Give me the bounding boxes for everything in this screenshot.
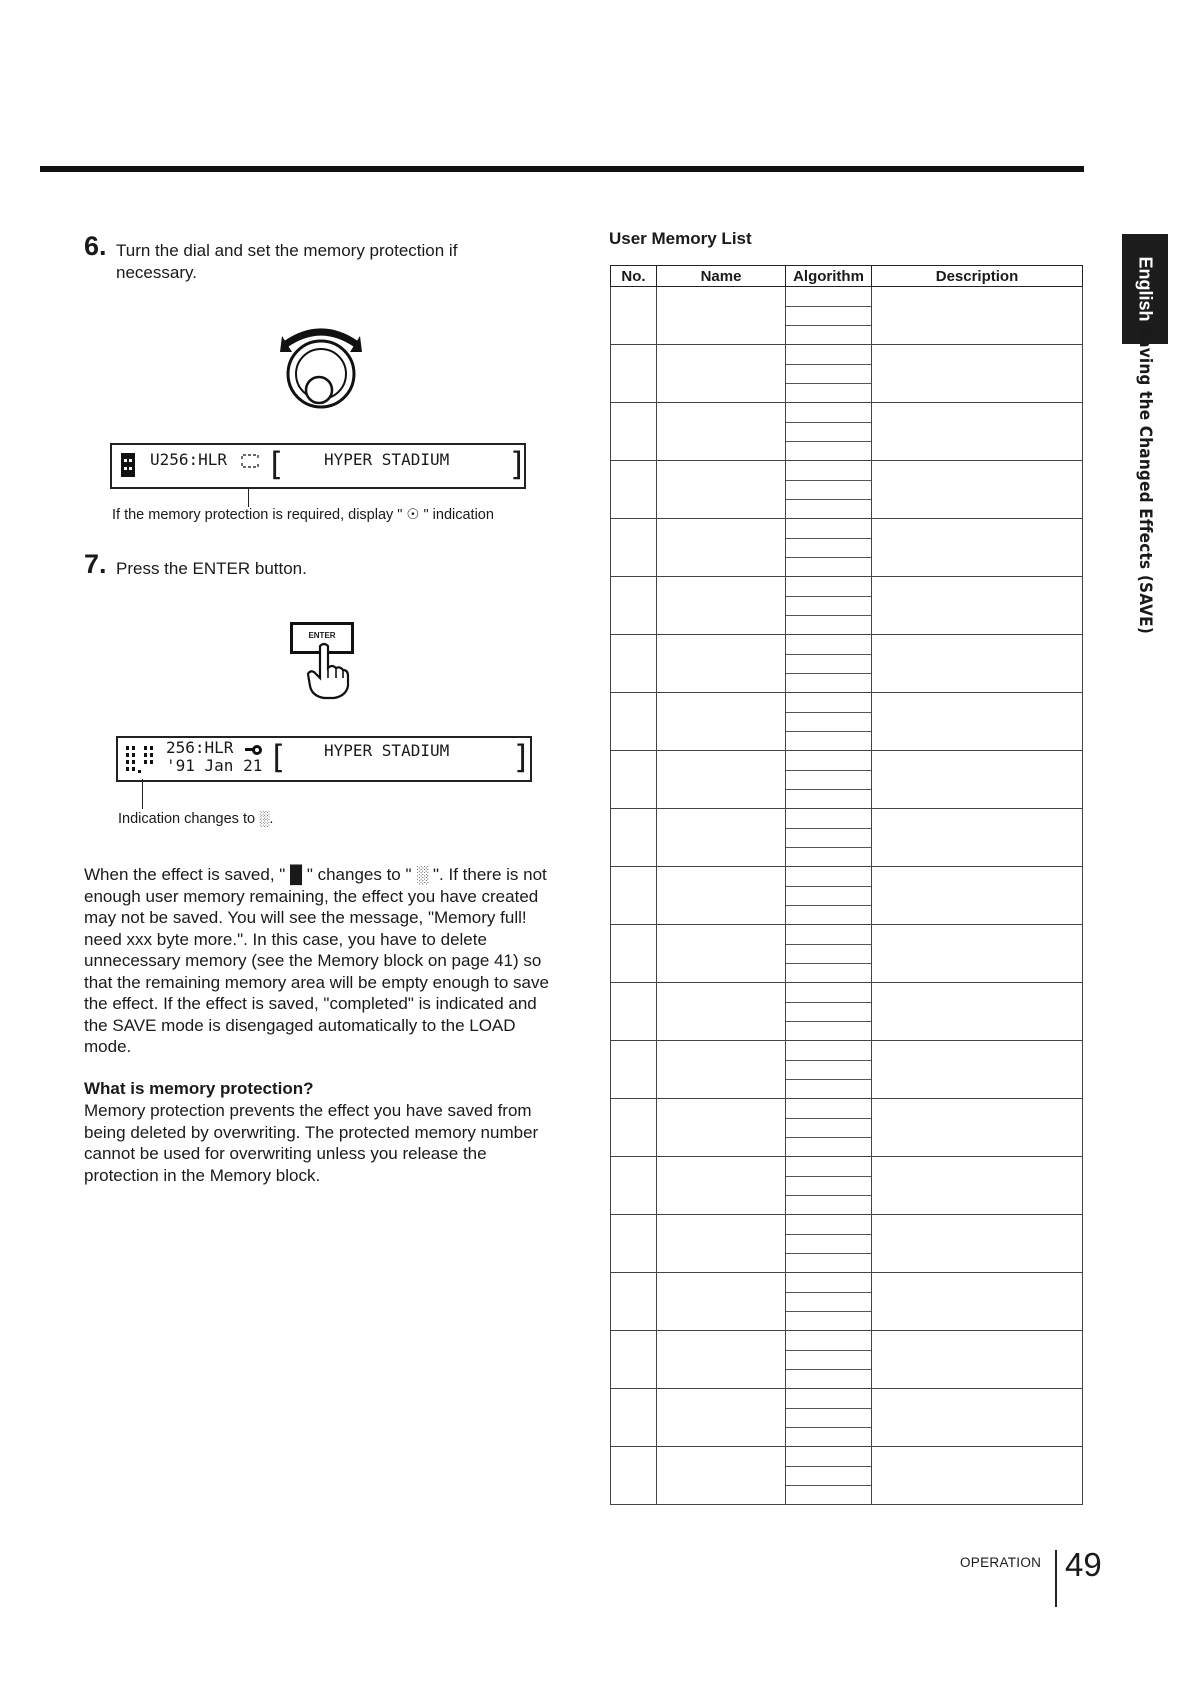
- cell-description: [872, 287, 1083, 345]
- cell-description: [872, 577, 1083, 635]
- table-row: [611, 519, 1083, 577]
- lcd-effect-name: HYPER STADIUM: [324, 741, 450, 760]
- cell-name: [657, 577, 786, 635]
- protect-key-icon: [244, 742, 264, 758]
- cell-name: [657, 693, 786, 751]
- header-name: Name: [657, 266, 786, 287]
- cell-name: [657, 983, 786, 1041]
- cell-description: [872, 1331, 1083, 1389]
- cell-no: [611, 1389, 657, 1447]
- section-side-title: Saving the Changed Effects (SAVE): [1135, 325, 1155, 635]
- language-tab-label: English: [1135, 256, 1156, 322]
- cell-name: [657, 1215, 786, 1273]
- cell-no: [611, 809, 657, 867]
- step-number: 6.: [84, 231, 107, 261]
- cell-description: [872, 1389, 1083, 1447]
- cell-no: [611, 1099, 657, 1157]
- table-row: [611, 1215, 1083, 1273]
- table-body: [611, 287, 1083, 1505]
- cell-algorithm: [786, 519, 872, 577]
- table-row: [611, 983, 1083, 1041]
- cell-name: [657, 1273, 786, 1331]
- algorithm-subdivision-lines: [786, 1099, 871, 1156]
- cell-no: [611, 1215, 657, 1273]
- algorithm-subdivision-lines: [786, 693, 871, 750]
- cell-name: [657, 1331, 786, 1389]
- lcd-memory-number: U256:HLR: [150, 450, 228, 469]
- paragraph-save-info: When the effect is saved, " █ " changes to " ░ ". If there is not enough user memory remaining, the effect you have created may not be saved. You will see the message, "Memory full! need xxx byte more.". In this case, you have to delete unnecessary memory (see the Memory block on page 41) so that the remaining memory area will be empty enough to save the effect. If the effect is saved, "completed" is indicated and the SAVE mode is disengaged automatically to the LOAD mode.: [84, 865, 549, 1056]
- table-row: [611, 1447, 1083, 1505]
- table-row: [611, 1041, 1083, 1099]
- table-row: [611, 345, 1083, 403]
- cell-name: [657, 751, 786, 809]
- table-row: [611, 751, 1083, 809]
- cell-name: [657, 1447, 786, 1505]
- table-row: [611, 577, 1083, 635]
- algorithm-subdivision-lines: [786, 1041, 871, 1098]
- step-text: Turn the dial and set the memory protection if necessary.: [116, 241, 458, 282]
- cell-algorithm: [786, 287, 872, 345]
- callout-line: [248, 487, 249, 507]
- cell-description: [872, 519, 1083, 577]
- cell-no: [611, 983, 657, 1041]
- cell-description: [872, 1041, 1083, 1099]
- cell-description: [872, 1273, 1083, 1331]
- unprotected-icon: [240, 453, 260, 469]
- algorithm-subdivision-lines: [786, 519, 871, 576]
- table-row: [611, 925, 1083, 983]
- algorithm-subdivision-lines: [786, 461, 871, 518]
- cell-description: [872, 1215, 1083, 1273]
- table-row: [611, 287, 1083, 345]
- cell-no: [611, 867, 657, 925]
- algorithm-subdivision-lines: [786, 403, 871, 460]
- cell-name: [657, 461, 786, 519]
- table-row: [611, 461, 1083, 519]
- algorithm-subdivision-lines: [786, 1215, 871, 1272]
- user-memory-table: [610, 265, 1083, 1505]
- bracket-left: [: [268, 738, 288, 776]
- algorithm-subdivision-lines: [786, 983, 871, 1040]
- table-row: [611, 635, 1083, 693]
- algorithm-subdivision-lines: [786, 1273, 871, 1330]
- table-header-row: [611, 266, 1083, 287]
- cell-description: [872, 345, 1083, 403]
- cell-description: [872, 809, 1083, 867]
- header-no: No.: [611, 266, 657, 287]
- cell-algorithm: [786, 1215, 872, 1273]
- cell-name: [657, 1041, 786, 1099]
- enter-button-illustration: [286, 620, 360, 700]
- algorithm-subdivision-lines: [786, 577, 871, 634]
- table-row: [611, 1273, 1083, 1331]
- table-row: [611, 403, 1083, 461]
- algorithm-subdivision-lines: [786, 287, 871, 344]
- cell-no: [611, 1157, 657, 1215]
- algorithm-subdivision-lines: [786, 809, 871, 866]
- cell-description: [872, 461, 1083, 519]
- enter-label: ENTER: [308, 631, 336, 640]
- cell-no: [611, 461, 657, 519]
- cell-algorithm: [786, 809, 872, 867]
- cell-no: [611, 1041, 657, 1099]
- algorithm-subdivision-lines: [786, 1157, 871, 1214]
- step-text: Press the ENTER button.: [116, 559, 307, 578]
- algorithm-subdivision-lines: [786, 345, 871, 402]
- cell-no: [611, 287, 657, 345]
- cell-description: [872, 867, 1083, 925]
- cell-algorithm: [786, 1447, 872, 1505]
- footer-section: OPERATION: [960, 1555, 1042, 1570]
- table-row: [611, 1099, 1083, 1157]
- table-row: [611, 1157, 1083, 1215]
- header-description: Description: [872, 266, 1083, 287]
- cell-algorithm: [786, 867, 872, 925]
- cell-algorithm: [786, 403, 872, 461]
- cell-description: [872, 693, 1083, 751]
- page-number: 49: [1065, 1546, 1102, 1583]
- algorithm-subdivision-lines: [786, 1447, 871, 1504]
- cell-no: [611, 1331, 657, 1389]
- cell-algorithm: [786, 983, 872, 1041]
- cell-algorithm: [786, 925, 872, 983]
- memory-block-icon: [120, 451, 136, 479]
- pointing-hand-icon: [306, 642, 350, 700]
- cell-name: [657, 867, 786, 925]
- cell-no: [611, 1273, 657, 1331]
- table-row: [611, 1331, 1083, 1389]
- cell-no: [611, 577, 657, 635]
- cell-algorithm: [786, 635, 872, 693]
- cell-name: [657, 635, 786, 693]
- header-algorithm: Algorithm: [786, 266, 872, 287]
- cell-no: [611, 1447, 657, 1505]
- lcd-effect-name: HYPER STADIUM: [324, 450, 450, 469]
- caption-indication: Indication changes to ░.: [118, 811, 274, 827]
- callout-line: [142, 779, 143, 809]
- table-row: [611, 867, 1083, 925]
- bracket-right: ]: [512, 738, 532, 776]
- cell-no: [611, 693, 657, 751]
- cell-name: [657, 345, 786, 403]
- cell-no: [611, 519, 657, 577]
- footer-divider: [1055, 1550, 1057, 1607]
- bracket-right: ]: [508, 445, 528, 483]
- cell-no: [611, 751, 657, 809]
- cell-description: [872, 403, 1083, 461]
- cell-algorithm: [786, 1389, 872, 1447]
- cell-algorithm: [786, 1041, 872, 1099]
- dial-icon: [280, 322, 362, 412]
- algorithm-subdivision-lines: [786, 867, 871, 924]
- cell-name: [657, 519, 786, 577]
- step-number: 7.: [84, 549, 107, 579]
- cell-algorithm: [786, 461, 872, 519]
- cell-name: [657, 287, 786, 345]
- cell-algorithm: [786, 577, 872, 635]
- cell-description: [872, 635, 1083, 693]
- cell-algorithm: [786, 1331, 872, 1389]
- section-heading: What is memory protection?: [84, 1079, 314, 1098]
- table-row: [611, 1389, 1083, 1447]
- caption-protection: If the memory protection is required, display " ☉ " indication: [112, 507, 494, 523]
- cell-algorithm: [786, 1273, 872, 1331]
- algorithm-subdivision-lines: [786, 1389, 871, 1446]
- lcd-display-2: [116, 736, 532, 782]
- cell-description: [872, 751, 1083, 809]
- cell-description: [872, 983, 1083, 1041]
- cell-algorithm: [786, 1099, 872, 1157]
- cell-algorithm: [786, 693, 872, 751]
- cell-name: [657, 925, 786, 983]
- bracket-left: [: [266, 445, 286, 483]
- lcd-display-1: [110, 443, 526, 489]
- cell-description: [872, 1157, 1083, 1215]
- cell-description: [872, 1099, 1083, 1157]
- cell-name: [657, 1099, 786, 1157]
- cell-no: [611, 345, 657, 403]
- lcd-date: '91 Jan 21: [166, 756, 263, 775]
- cell-description: [872, 1447, 1083, 1505]
- top-rule: [40, 166, 1084, 172]
- cell-algorithm: [786, 1157, 872, 1215]
- cell-no: [611, 635, 657, 693]
- cell-description: [872, 925, 1083, 983]
- table-row: [611, 693, 1083, 751]
- cell-name: [657, 809, 786, 867]
- algorithm-subdivision-lines: [786, 925, 871, 982]
- cell-algorithm: [786, 751, 872, 809]
- paragraph-protection-info: Memory protection prevents the effect you have saved from being deleted by overwriting. The protected memory number cannot be used for overwriting unless you release the protection in the Memory block.: [84, 1101, 539, 1185]
- cell-no: [611, 925, 657, 983]
- cell-name: [657, 1157, 786, 1215]
- table-row: [611, 809, 1083, 867]
- algorithm-subdivision-lines: [786, 1331, 871, 1388]
- algorithm-subdivision-lines: [786, 751, 871, 808]
- cell-name: [657, 1389, 786, 1447]
- cell-no: [611, 403, 657, 461]
- lcd-memory-number: 256:HLR: [166, 738, 234, 757]
- algorithm-subdivision-lines: [786, 635, 871, 692]
- cell-name: [657, 403, 786, 461]
- table-title: User Memory List: [609, 229, 752, 248]
- cell-algorithm: [786, 345, 872, 403]
- memory-saved-icon: [124, 742, 160, 776]
